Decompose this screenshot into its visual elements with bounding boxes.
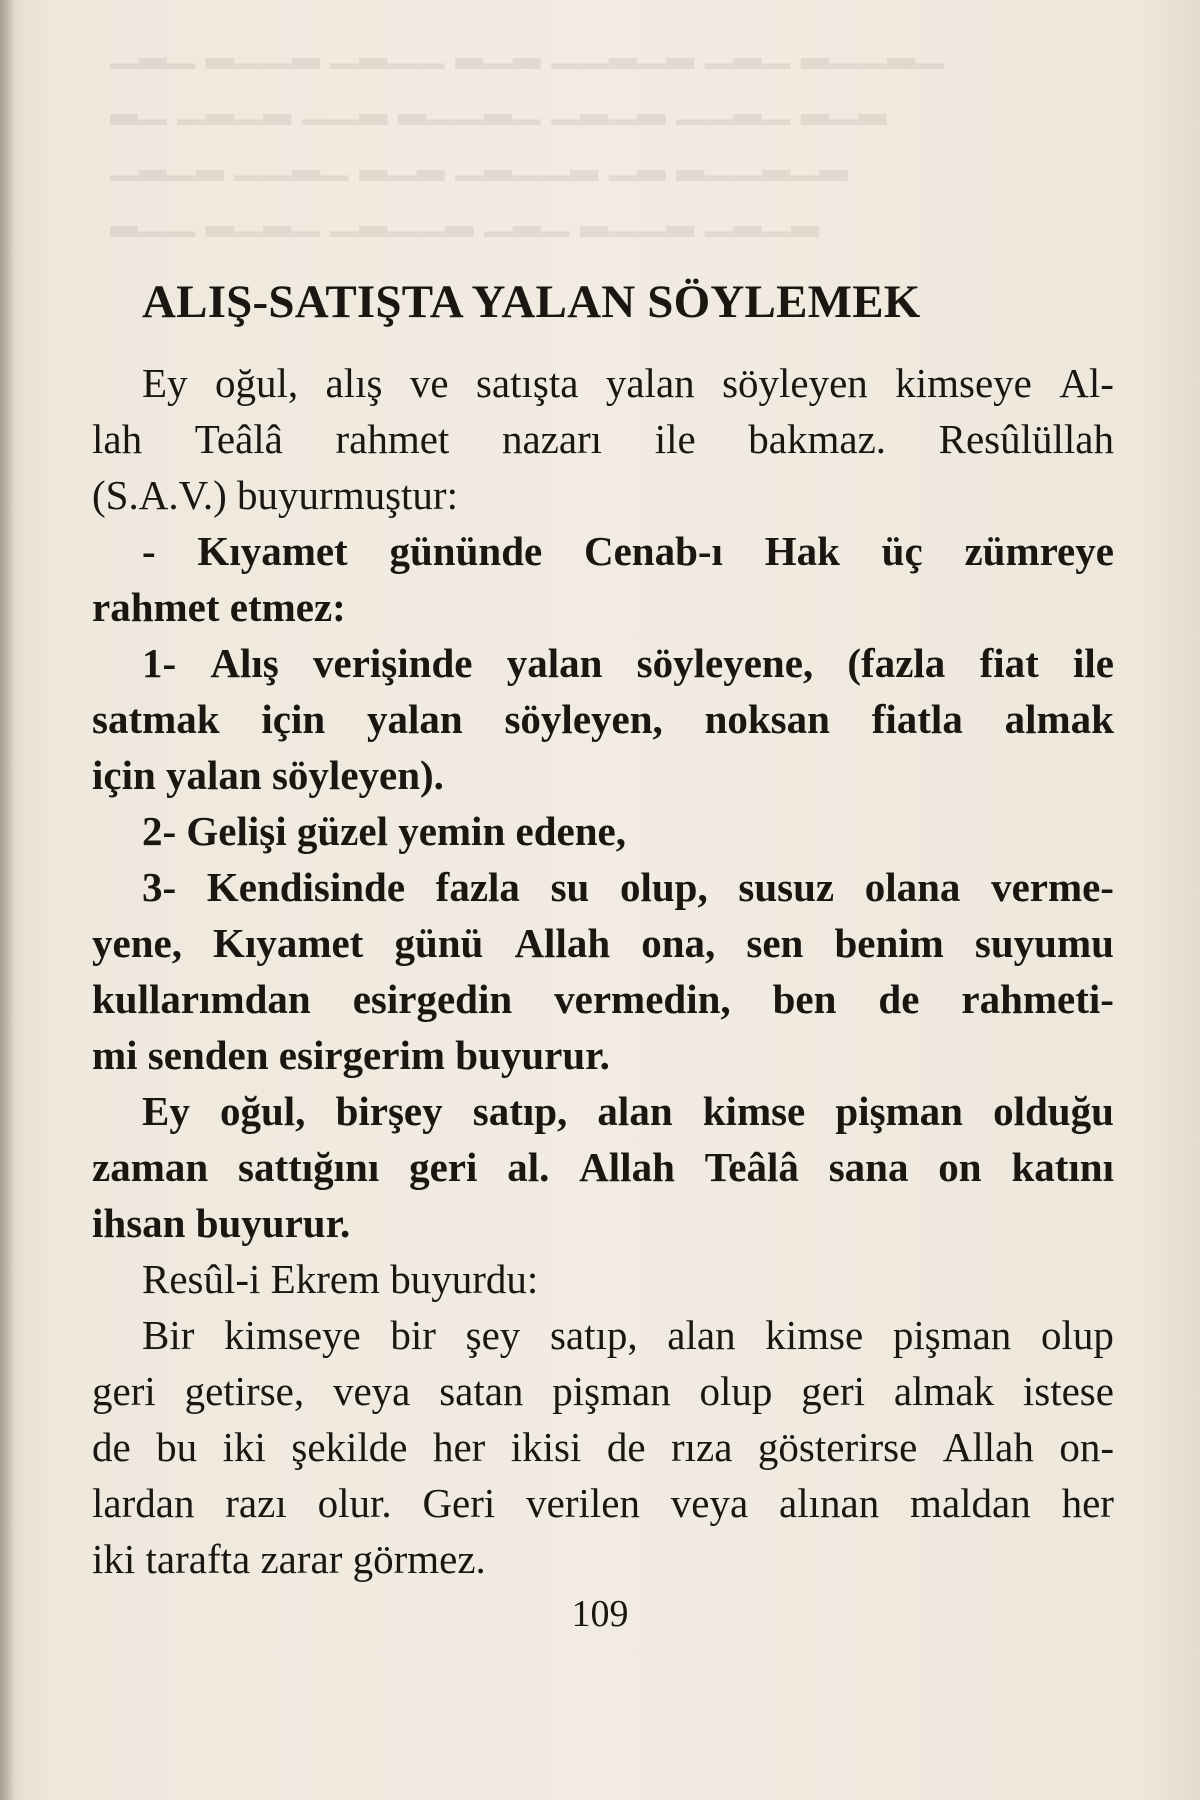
- text-line: rahmet etmez:: [92, 584, 346, 630]
- text-line: lah Teâlâ rahmet nazarı ile bakmaz. Resûlüllah: [92, 416, 1114, 462]
- text-line: yene, Kıyamet günü Allah ona, sen benim suyumu: [92, 920, 1114, 966]
- text-line: de bu iki şekilde her ikisi de rıza gösterirse Allah on-: [92, 1424, 1114, 1470]
- text-line: 1- Alış verişinde yalan söyleyene, (fazla fiat ile: [142, 640, 1114, 686]
- text-line: (S.A.V.) buyurmuştur:: [92, 472, 458, 518]
- text-line: zaman sattığını geri al. Allah Teâlâ sana on katını: [92, 1144, 1114, 1190]
- show-through-texture: ▁▂▁ ▂▁▁▂ ▁▂▁▁ ▂▁▂ ▁▁▂▁▂ ▁▂▁ ▂▁▁▂▁ ▂▁ ▁▂▁▂ ▁▁▂ ▂▁▁▂▁ ▁▂▁▂ ▁▁▂▁ ▂▁▂ ▁▂▁▂ ▁▁▂▁ ▂▁▂ ▁▂▁▁▂ ▁▂ ▂▁▁▂▁▂ ▂▁▁ ▂▁▂▁ ▁▂▁▁▂ ▁▂▁ ▂▁▁▂ ▁▂▁▂: [110, 28, 945, 236]
- text-line: geri getirse, veya satan pişman olup geri almak istese: [92, 1368, 1114, 1414]
- page-text: [92, 272, 1114, 1587]
- text-line: Ey oğul, birşey satıp, alan kimse pişman olduğu: [142, 1088, 1114, 1134]
- gutter-shadow: [0, 0, 14, 1800]
- text-line: kullarımdan esirgedin vermedin, ben de rahmeti-: [92, 976, 1114, 1022]
- text-line: satmak için yalan söyleyen, noksan fiatla almak: [92, 696, 1114, 742]
- text-line: 2- Gelişi güzel yemin edene,: [142, 808, 626, 854]
- text-line: mi senden esirgerim buyurur.: [92, 1032, 610, 1078]
- text-line: 3- Kendisinde fazla su olup, susuz olana verme-: [142, 864, 1114, 910]
- page-number: 109: [571, 1593, 629, 1635]
- text-line: lardan razı olur. Geri verilen veya alınan maldan her: [92, 1480, 1114, 1526]
- text-line: - Kıyamet gününde Cenab-ı Hak üç zümreye: [142, 528, 1114, 574]
- text-line: ihsan buyurur.: [92, 1200, 351, 1246]
- text-line: iki tarafta zarar görmez.: [92, 1536, 486, 1582]
- text-line: için yalan söyleyen).: [92, 752, 444, 798]
- text-line: Ey oğul, alış ve satışta yalan söyleyen kimseye Al-: [142, 360, 1114, 406]
- text-line: Bir kimseye bir şey satıp, alan kimse pişman olup: [142, 1312, 1114, 1358]
- text-line: Resûl-i Ekrem buyurdu:: [142, 1256, 539, 1302]
- section-title: ALIŞ-SATIŞTA YALAN SÖYLEMEK: [142, 276, 921, 328]
